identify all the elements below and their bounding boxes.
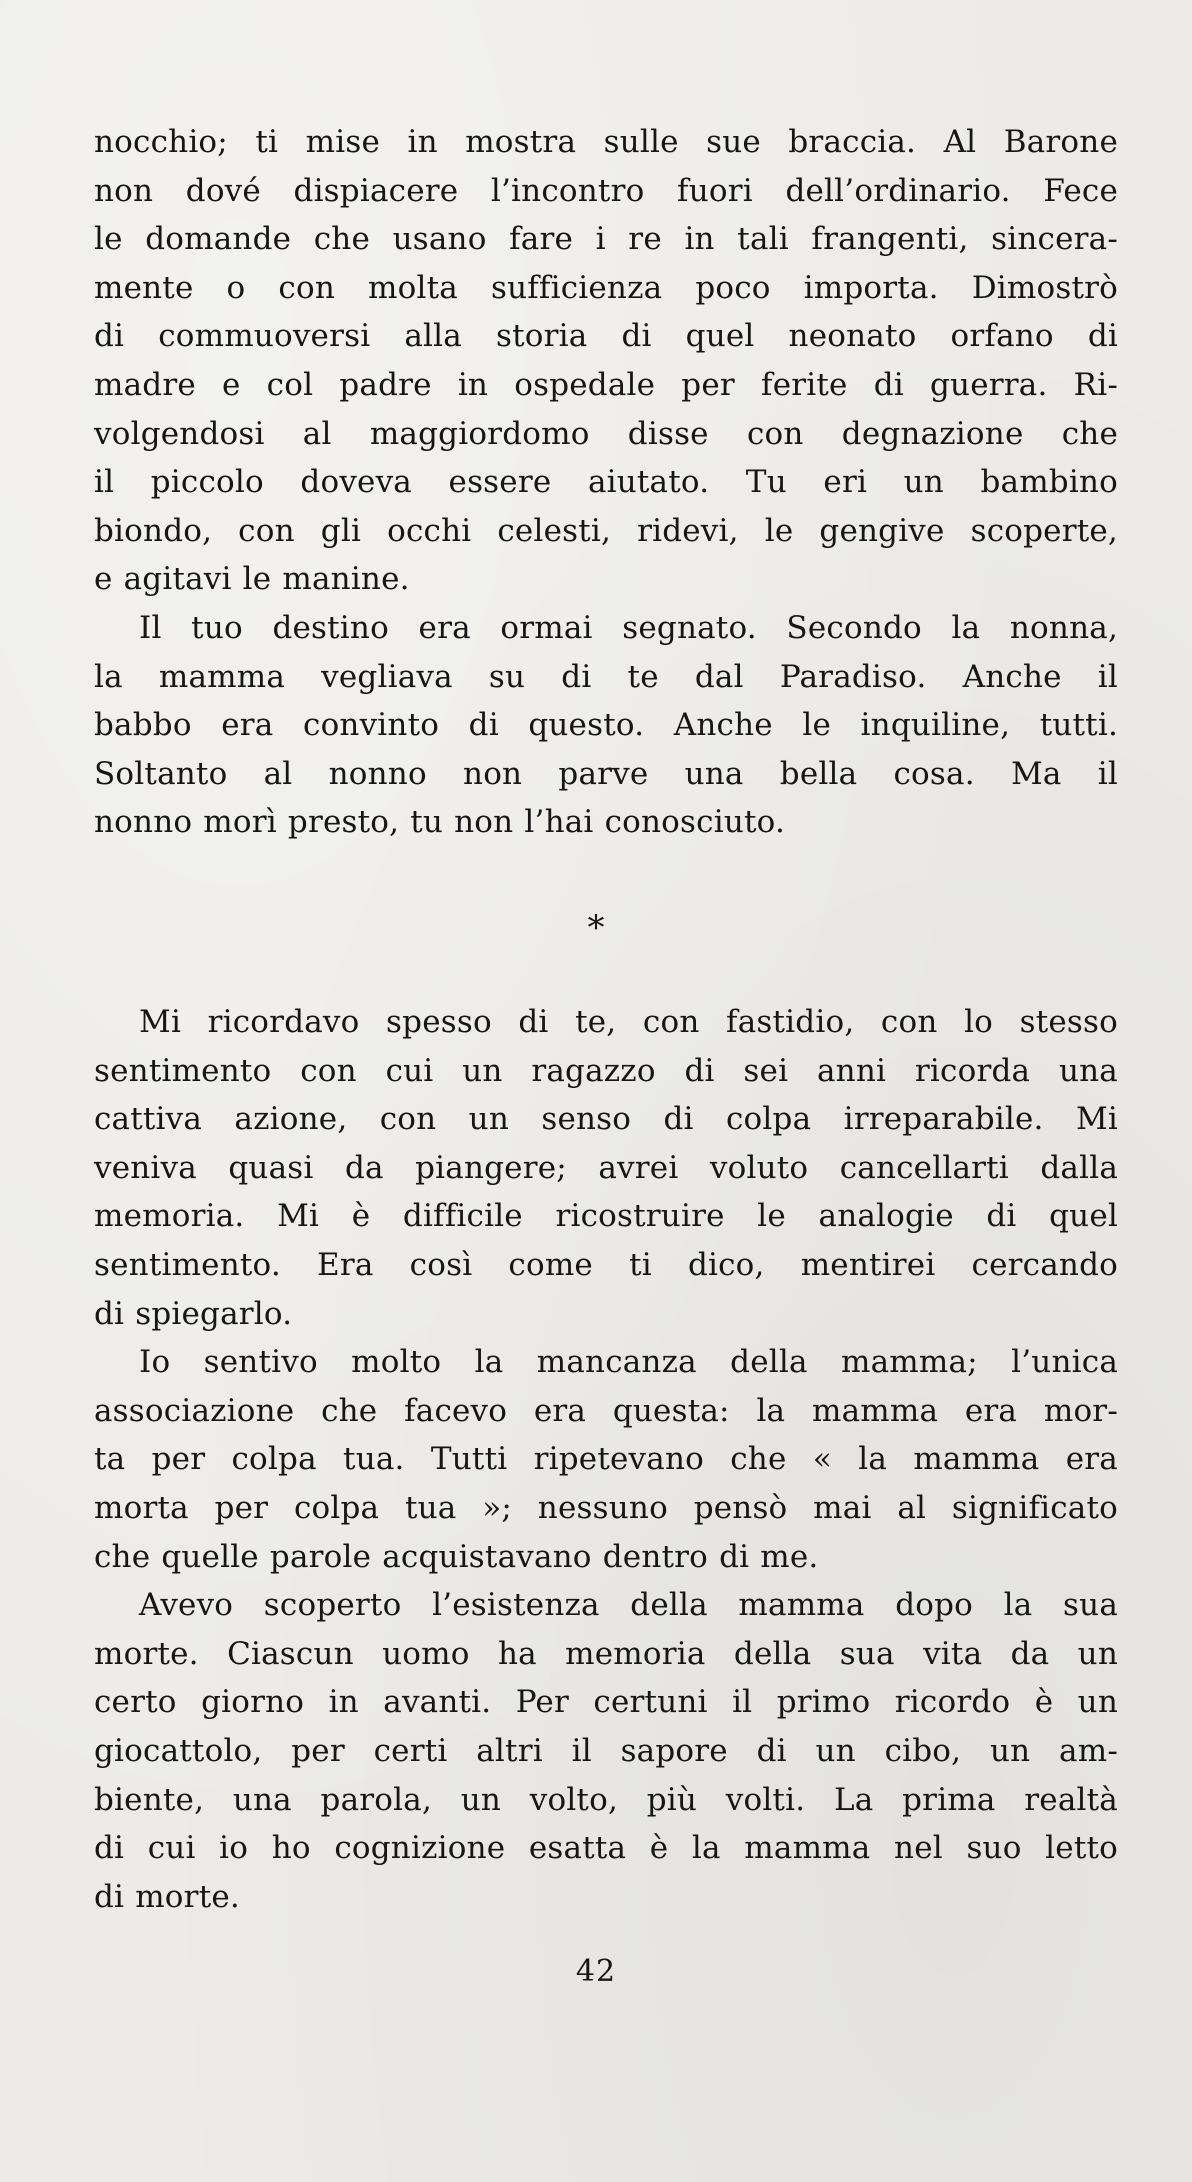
text-line: Il tuo destino era ormai segnato. Secondo la nonna, <box>139 609 1118 646</box>
text-line: nocchio; ti mise in mostra sulle sue braccia. Al Barone <box>94 124 1118 160</box>
text-line: biente, una parola, un volto, più volti. La prima realtà <box>94 1781 1118 1818</box>
text-line: e agitavi le manine. <box>94 561 410 598</box>
text-line: cattiva azione, con un senso di colpa irreparabile. Mi <box>94 1101 1118 1138</box>
text-line: il piccolo doveva essere aiutato. Tu eri un bambino <box>94 464 1118 501</box>
text-line: Io sentivo molto la mancanza della mamma; l’unica <box>139 1344 1118 1381</box>
text-line: veniva quasi da piangere; avrei voluto cancellarti dalla <box>94 1149 1118 1186</box>
text-line: giocattolo, per certi altri il sapore di un cibo, un am- <box>94 1732 1118 1769</box>
paragraph <box>94 118 1118 604</box>
text-line: certo giorno in avanti. Per certuni il primo ricordo è un <box>94 1684 1118 1721</box>
text-line: Soltanto al nonno non parve una bella cosa. Ma il <box>94 755 1118 792</box>
text-line: madre e col padre in ospedale per ferite di guerra. Ri- <box>94 366 1118 403</box>
section-separator: * <box>587 908 605 948</box>
text-line: che quelle parole acquistavano dentro di me. <box>94 1538 819 1575</box>
text-line: memoria. Mi è difficile ricostruire le analogie di quel <box>94 1198 1118 1235</box>
text-line: mente o con molta sufficienza poco importa. Dimostrò <box>94 269 1118 306</box>
text-line: babbo era convinto di questo. Anche le inquiline, tutti. <box>94 707 1118 744</box>
text-section-2 <box>94 998 1118 1921</box>
text-line: morta per colpa tua »; nessuno pensò mai al significato <box>94 1489 1118 1526</box>
page-number: 42 <box>575 1954 617 1989</box>
text-line: le domande che usano fare i re in tali frangenti, sincera- <box>94 221 1118 258</box>
text-line: di spiegarlo. <box>94 1295 293 1332</box>
text-line: la mamma vegliava su di te dal Paradiso. Anche il <box>94 658 1118 695</box>
text-line: morte. Ciascun uomo ha memoria della sua vita da un <box>94 1635 1118 1672</box>
text-line: associazione che facevo era questa: la mamma era mor- <box>94 1392 1118 1429</box>
paragraph <box>94 1581 1118 1921</box>
text-line: volgendosi al maggiordomo disse con degnazione che <box>94 415 1118 452</box>
paragraph <box>94 1338 1118 1581</box>
text-line: biondo, con gli occhi celesti, ridevi, le gengive scoperte, <box>94 512 1118 549</box>
text-line: sentimento. Era così come ti dico, mentirei cercando <box>94 1246 1118 1283</box>
paragraph <box>94 604 1118 847</box>
text-line: non dové dispiacere l’incontro fuori dell’ordinario. Fece <box>94 172 1118 209</box>
text-line: di morte. <box>94 1878 240 1915</box>
text-line: di commuoversi alla storia di quel neonato orfano di <box>94 318 1118 355</box>
text-line: Avevo scoperto l’esistenza della mamma dopo la sua <box>139 1587 1118 1624</box>
text-line: Mi ricordavo spesso di te, con fastidio, con lo stesso <box>139 1004 1118 1040</box>
text-line: di cui io ho cognizione esatta è la mamma nel suo letto <box>94 1830 1118 1867</box>
text-section-1 <box>94 118 1118 847</box>
text-line: sentimento con cui un ragazzo di sei anni ricorda una <box>94 1052 1118 1089</box>
text-line: ta per colpa tua. Tutti ripetevano che « la mamma era <box>94 1441 1118 1478</box>
text-line: nonno morì presto, tu non l’hai conosciuto. <box>94 804 786 841</box>
paragraph <box>94 998 1118 1338</box>
